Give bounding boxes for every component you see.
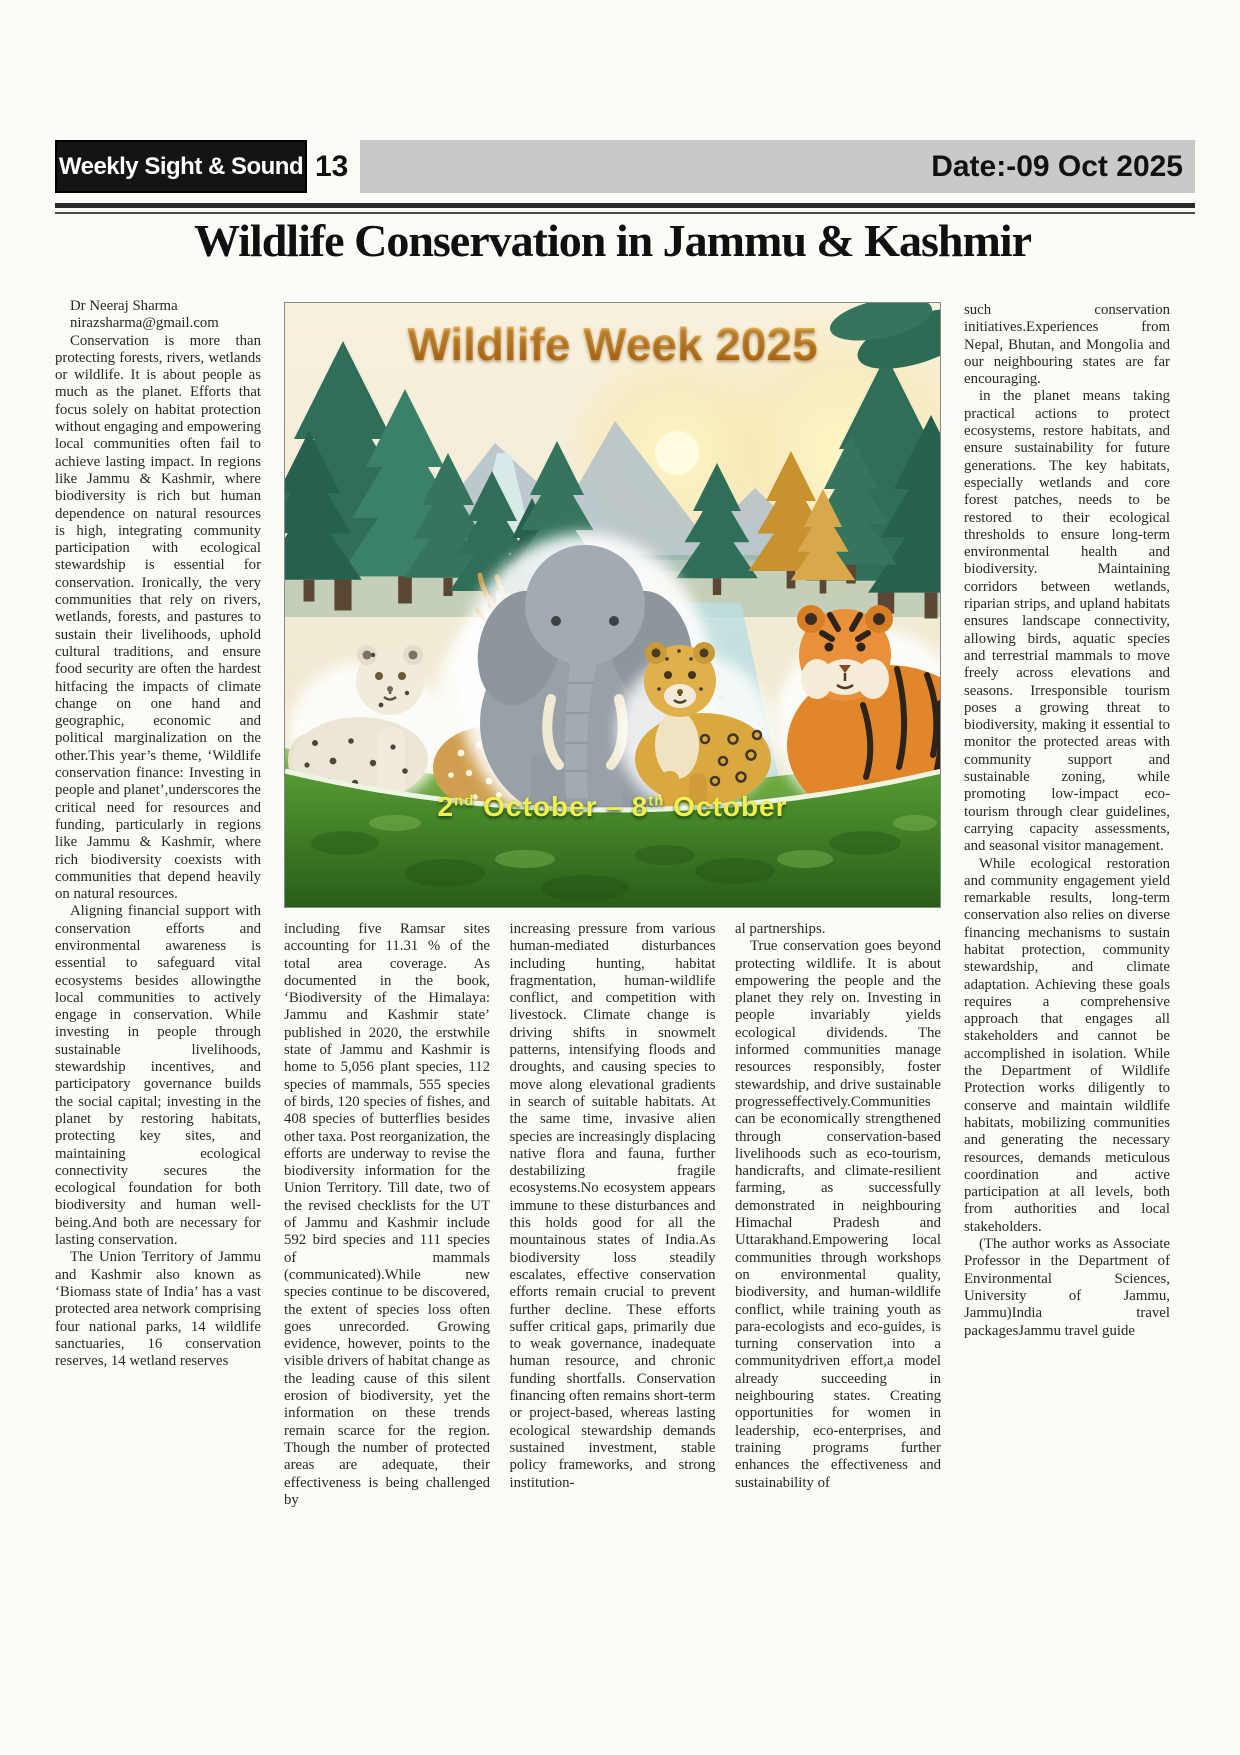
page-number: 13 bbox=[315, 149, 349, 183]
poster-date-range bbox=[285, 791, 940, 823]
middle-columns bbox=[284, 921, 941, 1623]
masthead bbox=[55, 140, 307, 193]
article-column-1 bbox=[55, 298, 261, 1623]
wildlife-week-poster bbox=[284, 302, 941, 908]
poster-date-part: October bbox=[664, 791, 788, 822]
poster-date-sup: nd bbox=[454, 792, 475, 810]
paragraph: increasing pressure from various human-mediated disturbances including hunting, habitat fragmentation, human-wildlife conflict, and competition with livestock. Climate change is driving shifts in snowmelt patterns, intensifying floods and droughts, and causing species to move along elevational gradients in search of suitable habitats. At the same time, invasive alien species are increasingly displacing native flora and fauna, further destabilizing fragile ecosystems.No ecosystem appears immune to these disturbances and this holds good for all the mountainous states of India.As biodiversity loss steadily escalates, effective conservation efforts remain crucial to prevent further decline. These efforts suffer critical gaps, primarily due to weak governance, inadequate human resource, and chronic funding shortfalls. Conservation financing often remains short-term or project-based, whereas lasting ecological stewardship demands sustained investment, stable policy frameworks, and strong institution- bbox=[509, 921, 716, 1491]
article-column-4 bbox=[735, 921, 941, 1623]
paragraph: Conservation is more than protecting forests, rivers, wetlands or wildlife. It is about people as much as the planet. Efforts that focus solely on habitat protection without engaging and empowering local communities often fail to achieve lasting impact. In regions like Jammu & Kashmir, where biodiversity is rich but human dependence on natural resources is high, integrating community participation with ecological stewardship is essential for conservation. Ironically, the very communities that rely on rivers, wetlands, forests, and pastures to sustain their livelihoods, uphold cultural traditions, and ensure food security are often the hardest hitfacing the impacts of climate change on one hand and geographic, economic and political marginalization on the other.This year’s theme, ‘Wildlife conservation finance: Investing in people and planet’,underscores the critical need for resources and funding, particularly in regions like Jammu & Kashmir, where rich biodiversity coexists with communities that depend heavily on natural resources. bbox=[55, 332, 261, 903]
page-header bbox=[55, 140, 1195, 193]
paragraph: True conservation goes beyond protecting wildlife. It is about empowering the people and the planet they rely on. Investing in people invariably yields ecological dividends. The informed communities manage resources responsibly, foster stewardship, and drive sustainable progresseffectively.Communities can be economically strengthened through conservation-based livelihoods such as eco-tourism, handicrafts, and climate-resilient farming, as successfully demonstrated in neighbouring Himachal Pradesh and Uttarakhand.Empowering local communities through workshops on environmental quality, biodiversity, and human-wildlife conflict, while training youth as para-ecologists and eco-guides, is turning conservation into a communitydriven effort,a model already succeeding in neighbouring states. Creating opportunities for women in leadership, eco-enterprises, and training programs further enhances the effectiveness and sustainability of bbox=[735, 938, 941, 1491]
paragraph: The Union Territory of Jammu and Kashmir also known as ‘Biomass state of India’ has a vast protected area network comprising four national parks, 14 wildlife sanctuaries, 16 conservation reserves, 14 wetland reserves bbox=[55, 1249, 261, 1370]
article-title: Wildlife Conservation in Jammu & Kashmir bbox=[193, 215, 1031, 266]
paragraph: in the planet means taking practical actions to protect ecosystems, restore habitats, and ensure sustainability for future generations. The key habitats, especially wetlands and core forest patches, needs to be restored to their ecological thresholds to ensure long-term environmental health and biodiversity. Maintaining corridors between wetlands, riparian strips, and upland habitats ensures landscape connectivity, allowing birds, aquatic species and terrestrial mammals to move freely across elevations and seasons. Irresponsible tourism poses a growing threat to biodiversity, making it essential to monitor the protected areas with community support and sustainable zoning, while promoting low-impact eco-tourism through clear guidelines, carrying capacity assessments, and seasonal visitor management. bbox=[964, 388, 1170, 855]
poster-date-part: 2 bbox=[437, 791, 455, 822]
byline-email: nirazsharma@gmail.com bbox=[70, 315, 219, 332]
article-column-2 bbox=[284, 921, 490, 1623]
article-body bbox=[55, 298, 1170, 1623]
date-bar bbox=[360, 140, 1195, 193]
article-column-5 bbox=[964, 302, 1170, 1623]
paragraph: Aligning financial support with conservation efforts and environmental awareness is essential to safeguard vital ecosystems besides allowingthe local communities to actively engage in conservation. While investing in people through sustainable livelihoods, stewardship incentives, and participatory governance builds the social capital; investing in the planet by restoring habitats, protecting key sites, and maintaining ecological connectivity secures the ecological foundation for both biodiversity and human well-being.And both are necessary for lasting conservation. bbox=[55, 903, 261, 1249]
poster-date-sup: th bbox=[648, 792, 665, 810]
date-label: Date:-09 Oct 2025 bbox=[931, 149, 1183, 183]
paragraph: including five Ramsar sites accounting for 11.31 % of the total area coverage. As documented in the book, ‘Biodiversity of the Himalaya: Jammu and Kashmir state’ published in 2020, the erstwhile state of Jammu and Kashmir is home to 5,056 plant species, 112 species of mammals, 555 species of birds, 120 species of fishes, and 408 species of butterflies besides other taxa. Post reorganization, the efforts are underway to revise the biodiversity information for the Union Territory. Till date, two of the revised checklists for the UT of Jammu and Kashmir include 592 bird species and 111 species of mammals (communicated).While new species continue to be discovered, the extent of species loss often goes unrecorded. Growing evidence, however, points to the visible drivers of habitat change as the leading cause of this silent erosion of biodiversity, yet the information on these trends remain scarce for the region. Though the number of protected areas are adequate, their effectiveness is being challenged by bbox=[284, 921, 490, 1508]
byline-author: Dr Neeraj Sharma bbox=[70, 298, 178, 314]
article-column-3 bbox=[510, 921, 716, 1623]
article-middle-section bbox=[284, 298, 941, 1623]
paragraph: While ecological restoration and community engagement yield remarkable results, long-term conservation also relies on diverse financing mechanisms to sustain habitat protection, community stewardship, and climate adaptation. Achieving these goals requires a comprehensive approach that engages all stakeholders and cannot be accomplished in isolation. While the Department of Wildlife Protection works diligently to conserve and maintain wildlife habitats, mobilizing communities and generating the necessary resources, demands meticulous coordination and active participation at all levels, both from authorities and local stakeholders. bbox=[964, 855, 1170, 1235]
header-divider bbox=[55, 203, 1195, 214]
paragraph: al partnerships. bbox=[735, 921, 826, 937]
poster-date-part: October – 8 bbox=[474, 791, 649, 822]
masthead-title: Weekly Sight & Sound bbox=[58, 152, 304, 180]
paragraph: (The author works as Associate Professor in the Department of Environmental Sciences, University of Jammu, Jammu)India travel packagesJammu travel guide bbox=[964, 1236, 1170, 1339]
paragraph: such conservation initiatives.Experiences from Nepal, Bhutan, and Mongolia and our neighbouring states are far encouraging. bbox=[964, 302, 1170, 388]
poster-title: Wildlife Week 2025 bbox=[285, 317, 940, 371]
